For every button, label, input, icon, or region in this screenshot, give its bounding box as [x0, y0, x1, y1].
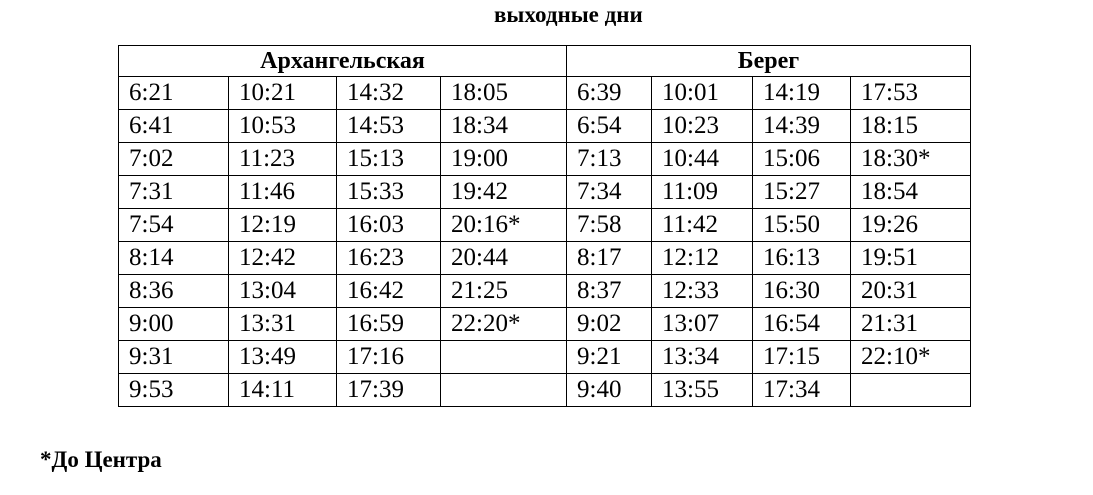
time-cell: 9:40 [567, 374, 652, 407]
time-cell: 9:21 [567, 341, 652, 374]
time-cell: 22:10* [851, 341, 971, 374]
time-cell: 13:31 [229, 308, 337, 341]
time-cell: 9:53 [119, 374, 229, 407]
time-cell: 13:04 [229, 275, 337, 308]
time-cell: 21:31 [851, 308, 971, 341]
time-cell: 10:21 [229, 77, 337, 110]
time-cell: 15:50 [753, 209, 851, 242]
time-cell: 20:31 [851, 275, 971, 308]
table-row [119, 77, 971, 110]
table-row [119, 374, 971, 407]
time-cell: 20:16* [441, 209, 567, 242]
time-cell: 14:19 [753, 77, 851, 110]
page-title: выходные дни [494, 2, 643, 27]
time-cell: 17:53 [851, 77, 971, 110]
time-cell: 13:34 [652, 341, 753, 374]
time-cell: 19:00 [441, 143, 567, 176]
time-cell: 10:44 [652, 143, 753, 176]
time-cell: 7:13 [567, 143, 652, 176]
time-cell: 14:39 [753, 110, 851, 143]
table-row [119, 143, 971, 176]
time-cell: 16:42 [337, 275, 441, 308]
time-cell: 6:21 [119, 77, 229, 110]
time-cell: 7:31 [119, 176, 229, 209]
time-cell: 14:11 [229, 374, 337, 407]
time-cell: 10:53 [229, 110, 337, 143]
time-cell: 11:46 [229, 176, 337, 209]
section-header-bereg: Берег [567, 46, 971, 77]
time-cell: 7:34 [567, 176, 652, 209]
table-row [119, 275, 971, 308]
time-cell: 18:30* [851, 143, 971, 176]
time-cell: 16:03 [337, 209, 441, 242]
time-cell: 18:15 [851, 110, 971, 143]
time-cell: 22:20* [441, 308, 567, 341]
table-row [119, 341, 971, 374]
footnote: *До Центра [40, 447, 162, 472]
time-cell: 8:14 [119, 242, 229, 275]
time-cell: 13:49 [229, 341, 337, 374]
table-row [119, 176, 971, 209]
time-cell: 16:23 [337, 242, 441, 275]
time-cell: 12:12 [652, 242, 753, 275]
table-row [119, 110, 971, 143]
time-cell: 12:19 [229, 209, 337, 242]
time-cell: 15:13 [337, 143, 441, 176]
time-cell: 19:26 [851, 209, 971, 242]
time-cell: 8:17 [567, 242, 652, 275]
time-cell: 9:00 [119, 308, 229, 341]
time-cell: 11:42 [652, 209, 753, 242]
time-cell: 7:02 [119, 143, 229, 176]
time-cell: 12:42 [229, 242, 337, 275]
time-cell: 15:27 [753, 176, 851, 209]
time-cell: 14:53 [337, 110, 441, 143]
table-row [119, 209, 971, 242]
time-cell: 6:41 [119, 110, 229, 143]
time-cell: 12:33 [652, 275, 753, 308]
time-cell: 13:55 [652, 374, 753, 407]
time-cell: 9:02 [567, 308, 652, 341]
time-cell: 8:36 [119, 275, 229, 308]
section-header-arkhangelskaya: Архангельская [119, 46, 567, 77]
time-cell [441, 374, 567, 407]
time-cell: 16:13 [753, 242, 851, 275]
time-cell: 19:42 [441, 176, 567, 209]
time-cell: 18:54 [851, 176, 971, 209]
time-cell: 15:33 [337, 176, 441, 209]
time-cell: 17:16 [337, 341, 441, 374]
time-cell: 8:37 [567, 275, 652, 308]
time-cell: 9:31 [119, 341, 229, 374]
time-cell: 16:54 [753, 308, 851, 341]
time-cell: 17:39 [337, 374, 441, 407]
time-cell: 16:30 [753, 275, 851, 308]
time-cell: 16:59 [337, 308, 441, 341]
table-row [119, 242, 971, 275]
table-row [119, 308, 971, 341]
time-cell: 10:23 [652, 110, 753, 143]
time-cell: 7:58 [567, 209, 652, 242]
time-cell [851, 374, 971, 407]
time-cell: 18:05 [441, 77, 567, 110]
schedule-table [118, 45, 971, 407]
time-cell: 10:01 [652, 77, 753, 110]
time-cell: 6:39 [567, 77, 652, 110]
time-cell: 11:23 [229, 143, 337, 176]
time-cell [441, 341, 567, 374]
time-cell: 18:34 [441, 110, 567, 143]
time-cell: 15:06 [753, 143, 851, 176]
time-cell: 17:15 [753, 341, 851, 374]
time-cell: 14:32 [337, 77, 441, 110]
time-cell: 11:09 [652, 176, 753, 209]
time-cell: 20:44 [441, 242, 567, 275]
time-cell: 17:34 [753, 374, 851, 407]
time-cell: 6:54 [567, 110, 652, 143]
time-cell: 21:25 [441, 275, 567, 308]
time-cell: 7:54 [119, 209, 229, 242]
time-cell: 13:07 [652, 308, 753, 341]
schedule-body [119, 77, 971, 407]
time-cell: 19:51 [851, 242, 971, 275]
header-row [119, 46, 971, 77]
